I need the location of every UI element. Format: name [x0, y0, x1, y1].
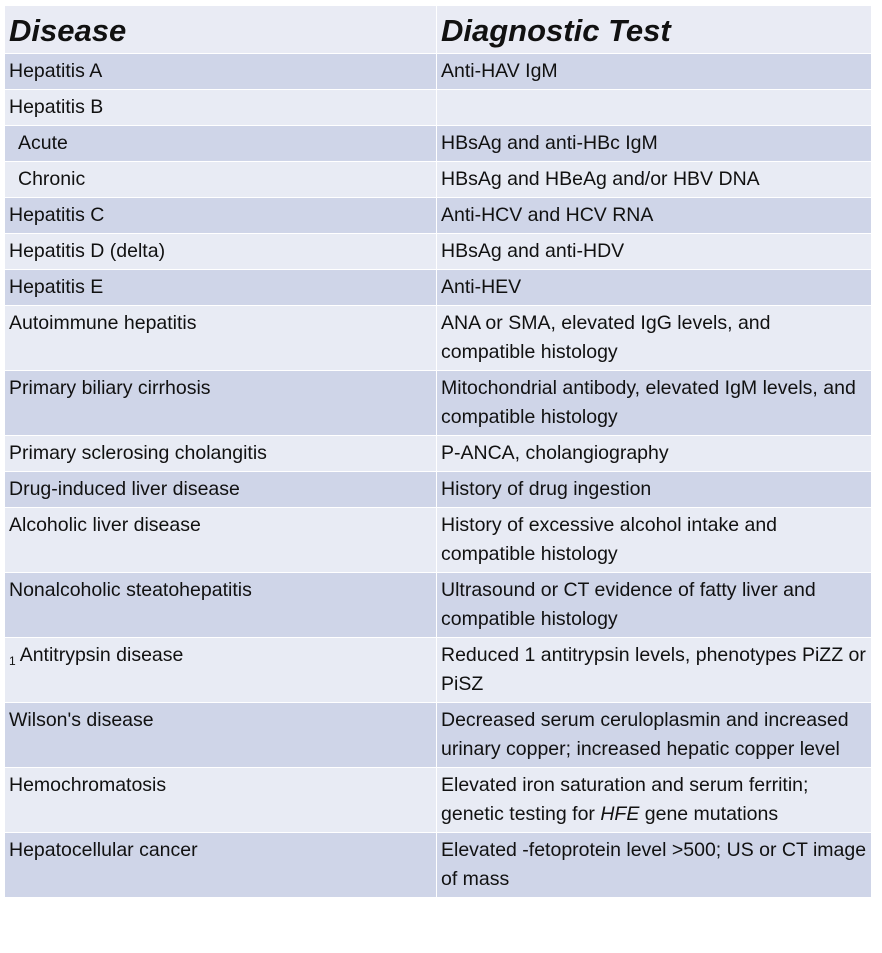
disease-cell: Alcoholic liver disease [5, 508, 437, 573]
table-row [5, 573, 871, 638]
test-cell: History of excessive alcohol intake and compatible histology [437, 508, 871, 573]
disease-cell: Hepatitis C [5, 198, 437, 234]
test-cell: History of drug ingestion [437, 472, 871, 508]
disease-subtype-label: Chronic [18, 168, 86, 190]
table-row [5, 270, 871, 306]
disease-cell: Hemochromatosis [5, 768, 437, 833]
test-cell: P-ANCA, cholangiography [437, 436, 871, 472]
table-row [5, 306, 871, 371]
table-row [5, 508, 871, 573]
disease-cell: Drug-induced liver disease [5, 472, 437, 508]
gene-name: HFE [600, 803, 640, 825]
table-row [5, 436, 871, 472]
test-cell [437, 90, 871, 126]
subscript-number: 1 [9, 654, 16, 668]
test-cell: Elevated -fetoprotein level >500; US or CT image of mass [437, 833, 871, 898]
test-cell: HBsAg and anti-HBc IgM [437, 126, 871, 162]
disease-cell: Hepatocellular cancer [5, 833, 437, 898]
table-row [5, 234, 871, 270]
disease-cell [5, 126, 437, 162]
test-cell: Decreased serum ceruloplasmin and increased urinary copper; increased hepatic copper level [437, 703, 871, 768]
disease-cell: Wilson's disease [5, 703, 437, 768]
disease-cell: Nonalcoholic steatohepatitis [5, 573, 437, 638]
table-header-row [5, 6, 871, 54]
disease-cell: Primary biliary cirrhosis [5, 371, 437, 436]
disease-cell: Autoimmune hepatitis [5, 306, 437, 371]
table-row [5, 371, 871, 436]
test-cell [437, 768, 871, 833]
disease-cell: Primary sclerosing cholangitis [5, 436, 437, 472]
table-row [5, 768, 871, 833]
disease-cell: Hepatitis B [5, 90, 437, 126]
disease-cell [5, 638, 437, 703]
disease-subtype-label: Acute [18, 132, 68, 154]
test-cell: HBsAg and anti-HDV [437, 234, 871, 270]
test-cell: ANA or SMA, elevated IgG levels, and compatible histology [437, 306, 871, 371]
test-cell: Anti-HCV and HCV RNA [437, 198, 871, 234]
disease-label: Antitrypsin disease [19, 644, 184, 666]
test-text-before: Elevated iron saturation and serum ferritin; genetic testing for [441, 774, 809, 825]
diagnostic-test-column-header: Diagnostic Test [437, 6, 871, 54]
table-row [5, 638, 871, 703]
test-cell: Reduced 1 antitrypsin levels, phenotypes PiZZ or PiSZ [437, 638, 871, 703]
disease-cell [5, 162, 437, 198]
table-row [5, 703, 871, 768]
test-cell: Anti-HAV IgM [437, 54, 871, 90]
table-row [5, 198, 871, 234]
table-row [5, 126, 871, 162]
test-cell: Mitochondrial antibody, elevated IgM levels, and compatible histology [437, 371, 871, 436]
table-row [5, 472, 871, 508]
test-cell: Ultrasound or CT evidence of fatty liver and compatible histology [437, 573, 871, 638]
disease-cell: Hepatitis E [5, 270, 437, 306]
disease-column-header: Disease [5, 6, 437, 54]
diagnostic-table-container [5, 6, 871, 898]
diagnostic-test-table [5, 6, 871, 898]
table-row [5, 54, 871, 90]
table-row [5, 833, 871, 898]
disease-cell: Hepatitis D (delta) [5, 234, 437, 270]
disease-cell: Hepatitis A [5, 54, 437, 90]
test-text-after: gene mutations [639, 803, 779, 825]
table-row [5, 162, 871, 198]
table-row [5, 90, 871, 126]
test-cell: HBsAg and HBeAg and/or HBV DNA [437, 162, 871, 198]
test-cell: Anti-HEV [437, 270, 871, 306]
